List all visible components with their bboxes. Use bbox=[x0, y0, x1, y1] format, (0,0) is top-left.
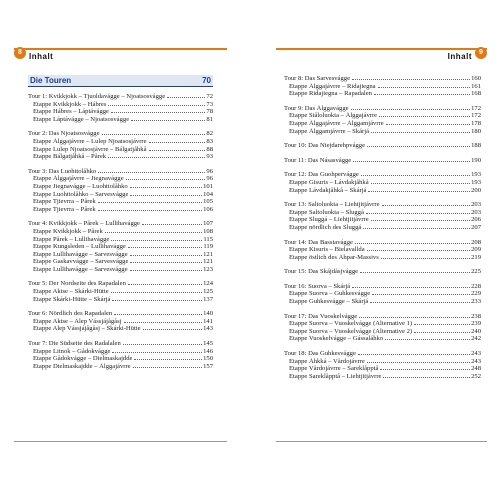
toc-entry-label: Tour 7: Die Südseite des Radalalen bbox=[28, 340, 121, 348]
toc-entry-page: 225 bbox=[471, 268, 481, 276]
dot-leader bbox=[385, 339, 470, 340]
toc-entry-label: Tour 3: Das Luohttolåhko bbox=[28, 167, 97, 175]
section-heading-label: Die Touren bbox=[30, 76, 72, 85]
toc-entry-page: 207 bbox=[471, 223, 481, 231]
toc-entry-label: Etappe Aktse – Skárki-Hütte bbox=[33, 288, 109, 296]
toc-entry-label: Etappe Ståloluokta – Álggajávrre bbox=[289, 112, 378, 120]
dot-leader bbox=[130, 262, 202, 263]
toc-entry-page: 119 bbox=[203, 243, 213, 251]
toc-entry-tour[interactable] bbox=[28, 280, 213, 288]
dot-leader bbox=[126, 179, 206, 180]
toc-entry-label: Etappe Sluggá – Liehtjitjávrre bbox=[289, 216, 369, 224]
toc-entry-label: Tour 1: Kvikkjokk – Tjuoldavágge – Njoatsosvágge bbox=[28, 93, 166, 100]
toc-block bbox=[28, 220, 213, 273]
dot-leader bbox=[108, 157, 205, 158]
toc-entry-stage[interactable] bbox=[28, 363, 213, 371]
dot-leader bbox=[351, 109, 471, 110]
toc-entry-tour[interactable] bbox=[28, 220, 213, 228]
toc-entry-page: 203 bbox=[471, 201, 481, 209]
toc-entry-page: 123 bbox=[203, 265, 213, 273]
toc-entry-label: Etappe Suorva – Vuoskelvágge (Alternative 1) bbox=[289, 320, 413, 328]
dot-leader bbox=[367, 146, 470, 147]
toc-entry-page: 141 bbox=[203, 317, 213, 325]
toc-entry-stage[interactable] bbox=[284, 365, 481, 373]
toc-entry-label: Tour 14: Das Basstavágge bbox=[284, 238, 353, 246]
dot-leader bbox=[128, 247, 203, 248]
toc-block bbox=[284, 201, 481, 231]
toc-entry-label: Etappe Skárki-Hütte – Skárjá bbox=[33, 295, 111, 303]
dot-leader bbox=[112, 300, 202, 301]
toc-entry-page: 243 bbox=[471, 357, 481, 365]
dot-leader bbox=[380, 369, 470, 370]
toc-block bbox=[284, 171, 481, 194]
toc-entry-page: 209 bbox=[471, 246, 481, 254]
left-header bbox=[14, 48, 227, 64]
dot-leader bbox=[112, 352, 202, 353]
toc-entry-label: Etappe Kvikkjokk – Hábres bbox=[33, 100, 107, 108]
toc-entry-stage[interactable] bbox=[28, 236, 213, 244]
toc-entry-page: 178 bbox=[471, 119, 481, 127]
toc-entry-stage[interactable] bbox=[28, 288, 213, 296]
section-heading-page: 70 bbox=[202, 76, 211, 85]
dot-leader bbox=[382, 205, 471, 206]
toc-block bbox=[28, 280, 213, 303]
dot-leader bbox=[371, 132, 470, 133]
toc-entry-page: 96 bbox=[206, 167, 213, 175]
toc-entry-page: 83 bbox=[206, 137, 213, 145]
toc-entry-page: 145 bbox=[203, 340, 213, 348]
toc-entry-stage[interactable] bbox=[284, 187, 481, 195]
toc-entry-stage[interactable] bbox=[284, 246, 481, 254]
dot-leader bbox=[102, 134, 206, 135]
toc-entry-label: Etappe Lullihavágge – Sarvesvágge bbox=[33, 250, 128, 258]
toc-entry-label: Etappe Aktse – Alep Vássjájågåsj bbox=[33, 317, 122, 325]
right-toc bbox=[284, 75, 481, 387]
dot-leader bbox=[108, 105, 205, 106]
toc-entry-label: Etappe Ridajiegna – Rapadalen bbox=[289, 90, 372, 98]
toc-entry-page: 248 bbox=[471, 365, 481, 373]
toc-entry-label: Etappe Gaskavvágge – Sarvesvágge bbox=[33, 258, 129, 266]
toc-entry-page: 73 bbox=[206, 100, 213, 108]
left-toc bbox=[28, 75, 213, 377]
toc-entry-tour[interactable] bbox=[28, 93, 213, 101]
toc-block bbox=[284, 313, 481, 343]
toc-entry-stage[interactable] bbox=[28, 266, 213, 274]
toc-entry-stage[interactable] bbox=[284, 373, 481, 381]
toc-entry-stage[interactable] bbox=[284, 290, 481, 298]
toc-block bbox=[28, 310, 213, 333]
dot-leader bbox=[142, 224, 202, 225]
toc-entry-stage[interactable] bbox=[28, 228, 213, 236]
toc-entry-page: 193 bbox=[471, 171, 481, 179]
toc-entry-tour[interactable] bbox=[284, 171, 481, 179]
dot-leader bbox=[123, 344, 202, 345]
toc-entry-page: 240 bbox=[471, 327, 481, 335]
toc-entry-tour[interactable] bbox=[28, 310, 213, 318]
dot-leader bbox=[114, 314, 202, 315]
toc-entry-page: 72 bbox=[206, 93, 213, 100]
toc-entry-stage[interactable] bbox=[284, 224, 481, 232]
toc-entry-label: Etappe Kisuris – Bielavallda bbox=[289, 246, 365, 254]
toc-entry-stage[interactable] bbox=[284, 216, 481, 224]
toc-entry-page: 157 bbox=[203, 362, 213, 370]
toc-entry-page: 239 bbox=[471, 320, 481, 328]
toc-block bbox=[284, 157, 481, 165]
toc-entry-page: 115 bbox=[203, 235, 213, 243]
toc-entry-label: Etappe Álggajávrre – Álggamjávrre bbox=[289, 119, 384, 127]
dot-leader bbox=[130, 195, 202, 196]
toc-entry-stage[interactable] bbox=[284, 120, 481, 128]
toc-entry-label: Etappe Vårdojávrre – Sareklåpptå bbox=[289, 365, 379, 373]
toc-entry-page: 140 bbox=[203, 310, 213, 318]
toc-entry-page: 228 bbox=[471, 282, 481, 290]
toc-entry-stage[interactable] bbox=[28, 251, 213, 259]
toc-entry-page: 105 bbox=[203, 198, 213, 206]
toc-entry-page: 81 bbox=[206, 115, 213, 123]
toc-entry-stage[interactable] bbox=[28, 206, 213, 214]
toc-entry-tour[interactable] bbox=[284, 239, 481, 247]
dot-leader bbox=[361, 175, 470, 176]
toc-entry-label: Tour 16: Suorva – Skárjá bbox=[284, 282, 351, 290]
toc-entry-page: 161 bbox=[471, 82, 481, 90]
toc-entry-tour[interactable] bbox=[284, 350, 481, 358]
dot-leader bbox=[134, 359, 202, 360]
left-page-number: 8 bbox=[14, 47, 26, 59]
toc-entry-label: Tour 17: Das Vuoskelvágge bbox=[284, 312, 358, 320]
dot-leader bbox=[360, 272, 470, 273]
toc-entry-label: Tour 6: Nördlich des Rapadalen bbox=[28, 310, 113, 318]
toc-entry-page: 107 bbox=[203, 220, 213, 228]
dot-leader bbox=[358, 354, 470, 355]
toc-entry-stage[interactable] bbox=[284, 254, 481, 262]
dot-leader bbox=[363, 228, 470, 229]
toc-entry-stage[interactable] bbox=[28, 108, 213, 116]
dot-leader bbox=[372, 294, 470, 295]
toc-entry-page: 229 bbox=[471, 290, 481, 298]
dot-leader bbox=[98, 202, 202, 203]
toc-entry-page: 252 bbox=[471, 372, 481, 380]
toc-entry-stage[interactable] bbox=[28, 146, 213, 154]
dot-leader bbox=[367, 362, 470, 363]
toc-entry-stage[interactable] bbox=[28, 138, 213, 146]
toc-entry-page: 121 bbox=[203, 250, 213, 258]
toc-entry-label: Etappe Hábres – Láptávágge bbox=[33, 108, 109, 116]
toc-entry-label: Etappe Lullihavágge – Sarvesvágge bbox=[33, 265, 128, 273]
toc-entry-stage[interactable] bbox=[28, 243, 213, 251]
toc-entry-label: Etappe Alep Vássjájågåsj – Skárki-Hütte bbox=[33, 325, 141, 333]
toc-entry-label: Etappe Dielmaskajdde – Álggajávrre bbox=[33, 362, 131, 370]
toc-entry-page: 206 bbox=[471, 216, 481, 224]
toc-entry-label: Etappe Tjievrra – Pårek bbox=[33, 205, 96, 213]
toc-entry-stage[interactable] bbox=[284, 358, 481, 366]
right-header-title: Inhalt bbox=[447, 52, 472, 61]
dot-leader bbox=[414, 332, 470, 333]
toc-entry-page: 238 bbox=[471, 312, 481, 320]
toc-entry-stage[interactable] bbox=[28, 355, 213, 363]
toc-entry-page: 106 bbox=[203, 205, 213, 213]
dot-leader bbox=[366, 213, 470, 214]
toc-entry-page: 121 bbox=[203, 258, 213, 266]
toc-entry-page: 242 bbox=[471, 335, 481, 343]
toc-entry-page: 188 bbox=[471, 142, 481, 150]
toc-entry-stage[interactable] bbox=[284, 128, 481, 136]
toc-entry-label: Etappe Saltoluokta – Sluggá bbox=[289, 208, 364, 216]
toc-entry-stage[interactable] bbox=[28, 318, 213, 326]
toc-entry-stage[interactable] bbox=[284, 328, 481, 336]
toc-entry-label: Etappe Tjievrra – Pårek bbox=[33, 198, 96, 206]
toc-entry-page: 193 bbox=[471, 178, 481, 186]
dot-leader bbox=[383, 377, 470, 378]
dot-leader bbox=[355, 243, 470, 244]
toc-block bbox=[28, 93, 213, 123]
dot-leader bbox=[386, 124, 470, 125]
toc-entry-label: Etappe Álggamjávrre – Skárjá bbox=[289, 127, 370, 135]
dot-leader bbox=[378, 87, 471, 88]
toc-entry-label: Tour 11: Das Násasvágge bbox=[284, 156, 352, 164]
dot-leader bbox=[371, 183, 470, 184]
section-heading bbox=[28, 75, 213, 87]
toc-entry-stage[interactable] bbox=[28, 101, 213, 109]
dot-leader bbox=[133, 367, 203, 368]
toc-entry-label: Tour 10: Das Niejdarehpvágge bbox=[284, 142, 366, 150]
dot-leader bbox=[143, 329, 203, 330]
toc-entry-label: Tour 4: Kvikkjokk – Pårek – Lullihavágge bbox=[28, 220, 140, 228]
toc-entry-tour[interactable] bbox=[28, 130, 213, 138]
dot-leader bbox=[374, 94, 470, 95]
toc-entry-stage[interactable] bbox=[284, 320, 481, 328]
toc-entry-page: 101 bbox=[203, 182, 213, 190]
toc-entry-label: Tour 9: Das Álggavágge bbox=[284, 104, 349, 112]
toc-entry-stage[interactable] bbox=[28, 325, 213, 333]
toc-entry-page: 146 bbox=[203, 347, 213, 355]
toc-block bbox=[284, 239, 481, 262]
toc-entry-stage[interactable] bbox=[28, 296, 213, 304]
dot-leader bbox=[371, 220, 470, 221]
dot-leader bbox=[124, 322, 203, 323]
toc-entry-label: Etappe Gådokvágge – Dielmaskajdde bbox=[33, 355, 133, 363]
toc-entry-label: Etappe Luohttolåhko – Sarvesvágge bbox=[33, 190, 129, 198]
dot-leader bbox=[368, 191, 470, 192]
toc-entry-stage[interactable] bbox=[28, 258, 213, 266]
toc-entry-page: 124 bbox=[203, 280, 213, 288]
toc-entry-stage[interactable] bbox=[28, 191, 213, 199]
toc-entry-label: Etappe Láptávágge – Njoatsosvágge bbox=[33, 115, 130, 123]
toc-entry-stage[interactable] bbox=[284, 179, 481, 187]
toc-block bbox=[28, 130, 213, 160]
dot-leader bbox=[352, 287, 470, 288]
toc-entry-label: Etappe Álggajávrre – Ridajiegna bbox=[289, 82, 376, 90]
toc-entry-stage[interactable] bbox=[284, 90, 481, 98]
right-page bbox=[276, 48, 487, 442]
toc-block bbox=[28, 168, 213, 214]
toc-entry-label: Etappe Bálgatjåhkå – Pårek bbox=[33, 153, 107, 161]
toc-entry-label: Etappe Kungsleden – Lullihavágge bbox=[33, 243, 126, 251]
toc-entry-label: Etappe Jiegnavágge – Luohttolåhko bbox=[33, 182, 128, 190]
toc-entry-page: 96 bbox=[206, 175, 213, 183]
dot-leader bbox=[149, 150, 206, 151]
toc-entry-page: 93 bbox=[206, 153, 213, 161]
toc-entry-page: 219 bbox=[471, 253, 481, 261]
toc-entry-page: 137 bbox=[203, 295, 213, 303]
toc-entry-label: Tour 18: Das Guhkesvágge bbox=[284, 350, 356, 358]
toc-block bbox=[284, 283, 481, 306]
toc-entry-label: Etappe Kvikkjokk – Pårek bbox=[33, 227, 103, 235]
toc-entry-stage[interactable] bbox=[28, 116, 213, 124]
left-page bbox=[14, 48, 227, 442]
toc-entry-page: 243 bbox=[471, 350, 481, 358]
toc-entry-stage[interactable] bbox=[28, 153, 213, 161]
toc-entry-tour[interactable] bbox=[284, 201, 481, 209]
toc-entry-page: 160 bbox=[471, 75, 481, 82]
dot-leader bbox=[111, 240, 202, 241]
toc-entry-label: Tour 13: Saltoluokta – Liehtjitjávrre bbox=[284, 201, 380, 209]
toc-entry-page: 143 bbox=[203, 325, 213, 333]
dot-leader bbox=[111, 292, 202, 293]
toc-entry-tour[interactable] bbox=[284, 75, 481, 83]
toc-entry-label: Etappe Lulep Njoatsosjávrre – Bálgatjåhkå bbox=[33, 145, 147, 153]
dot-leader bbox=[379, 116, 470, 117]
toc-block bbox=[284, 105, 481, 135]
dot-leader bbox=[149, 142, 206, 143]
toc-entry-label: Etappe Litnok – Gådokvágge bbox=[33, 347, 111, 355]
toc-entry-page: 168 bbox=[471, 90, 481, 98]
toc-entry-label: Etappe Suorva – Guhkesvágge bbox=[289, 290, 371, 298]
toc-block bbox=[284, 350, 481, 380]
toc-entry-label: Etappe Lávdakjåhkå – Skárjá bbox=[289, 186, 367, 194]
toc-entry-page: 150 bbox=[203, 355, 213, 363]
dot-leader bbox=[105, 232, 202, 233]
dot-leader bbox=[414, 324, 470, 325]
toc-entry-stage[interactable] bbox=[284, 83, 481, 91]
right-header bbox=[276, 48, 487, 64]
dot-leader bbox=[128, 284, 202, 285]
toc-entry-page: 200 bbox=[471, 186, 481, 194]
left-header-title: Inhalt bbox=[29, 52, 54, 61]
dot-leader bbox=[353, 161, 470, 162]
toc-entry-page: 190 bbox=[471, 156, 481, 164]
toc-entry-page: 108 bbox=[203, 227, 213, 235]
toc-block bbox=[284, 75, 481, 98]
toc-entry-label: Etappe nördlich des Sluggá bbox=[289, 223, 362, 231]
toc-entry-tour[interactable] bbox=[284, 283, 481, 291]
dot-leader bbox=[167, 97, 205, 98]
dot-leader bbox=[130, 187, 202, 188]
toc-entry-label: Etappe Álggajávrre – Lulep Njoatsosjávrre bbox=[33, 137, 147, 145]
dot-leader bbox=[130, 255, 202, 256]
toc-entry-tour[interactable] bbox=[284, 313, 481, 321]
toc-entry-stage[interactable] bbox=[28, 183, 213, 191]
toc-entry-page: 233 bbox=[471, 298, 481, 306]
toc-entry-page: 125 bbox=[203, 288, 213, 296]
dot-leader bbox=[131, 120, 205, 121]
toc-entry-page: 104 bbox=[203, 190, 213, 198]
toc-block bbox=[284, 142, 481, 150]
right-page-number: 9 bbox=[475, 47, 487, 59]
right-toc-blocks bbox=[284, 75, 481, 380]
toc-entry-label: Etappe Gisuris – Lávdakjåhkå bbox=[289, 178, 369, 186]
toc-entry-tour[interactable] bbox=[284, 268, 481, 276]
toc-entry-tour[interactable] bbox=[284, 105, 481, 113]
toc-entry-label: Etappe Pårek – Lullihavágge bbox=[33, 235, 110, 243]
toc-entry-stage[interactable] bbox=[284, 112, 481, 120]
toc-entry-tour[interactable] bbox=[28, 168, 213, 176]
toc-entry-label: Etappe Vuoskelvágge – Gássaláhko bbox=[289, 335, 384, 343]
dot-leader bbox=[130, 270, 202, 271]
toc-entry-stage[interactable] bbox=[28, 348, 213, 356]
toc-entry-label: Etappe Álggajávrre – Jiegnavágge bbox=[33, 175, 124, 183]
toc-entry-page: 172 bbox=[471, 112, 481, 120]
dot-leader bbox=[98, 172, 205, 173]
toc-entry-tour[interactable] bbox=[28, 340, 213, 348]
dot-leader bbox=[359, 317, 470, 318]
toc-entry-tour[interactable] bbox=[284, 157, 481, 165]
toc-entry-page: 88 bbox=[206, 145, 213, 153]
dot-leader bbox=[367, 250, 470, 251]
toc-entry-stage[interactable] bbox=[284, 335, 481, 343]
toc-entry-page: 82 bbox=[206, 130, 213, 138]
toc-block bbox=[284, 268, 481, 276]
toc-entry-tour[interactable] bbox=[284, 142, 481, 150]
dot-leader bbox=[352, 79, 470, 80]
toc-entry-page: 78 bbox=[206, 108, 213, 116]
toc-entry-label: Etappe Guhkesvágge – Skárjá bbox=[289, 298, 369, 306]
left-toc-blocks bbox=[28, 93, 213, 370]
toc-entry-page: 180 bbox=[471, 127, 481, 135]
toc-entry-label: Tour 12: Das Guohpervágge bbox=[284, 171, 359, 179]
toc-entry-label: Tour 15: Das Skájdásjvágge bbox=[284, 268, 359, 276]
toc-entry-page: 203 bbox=[471, 208, 481, 216]
toc-entry-label: Tour 5: Der Nordseite des Rapadalen bbox=[28, 280, 126, 288]
toc-entry-label: Etappe Suorva – Vuoskelvágge (Alternative 2) bbox=[289, 327, 413, 335]
toc-entry-label: Tour 8: Das Sarvesvágge bbox=[284, 75, 351, 82]
dot-leader bbox=[98, 210, 202, 211]
toc-entry-label: Etappe östlich des Áhpar-Massivs bbox=[289, 253, 379, 261]
toc-entry-stage[interactable] bbox=[28, 198, 213, 206]
toc-entry-label: Tour 2: Das Njoatsosvágge bbox=[28, 130, 100, 138]
dot-leader bbox=[370, 302, 470, 303]
toc-entry-stage[interactable] bbox=[284, 209, 481, 217]
toc-entry-label: Etappe Áhkká – Vårdojávrre bbox=[289, 357, 365, 365]
toc-block bbox=[28, 340, 213, 370]
toc-entry-page: 172 bbox=[471, 104, 481, 112]
dot-leader bbox=[111, 112, 205, 113]
toc-entry-stage[interactable] bbox=[28, 175, 213, 183]
dot-leader bbox=[381, 258, 470, 259]
toc-entry-label: Etappe Sareklåpptå – Liehtjitjávrre bbox=[289, 372, 382, 380]
toc-entry-page: 208 bbox=[471, 238, 481, 246]
toc-entry-stage[interactable] bbox=[284, 298, 481, 306]
